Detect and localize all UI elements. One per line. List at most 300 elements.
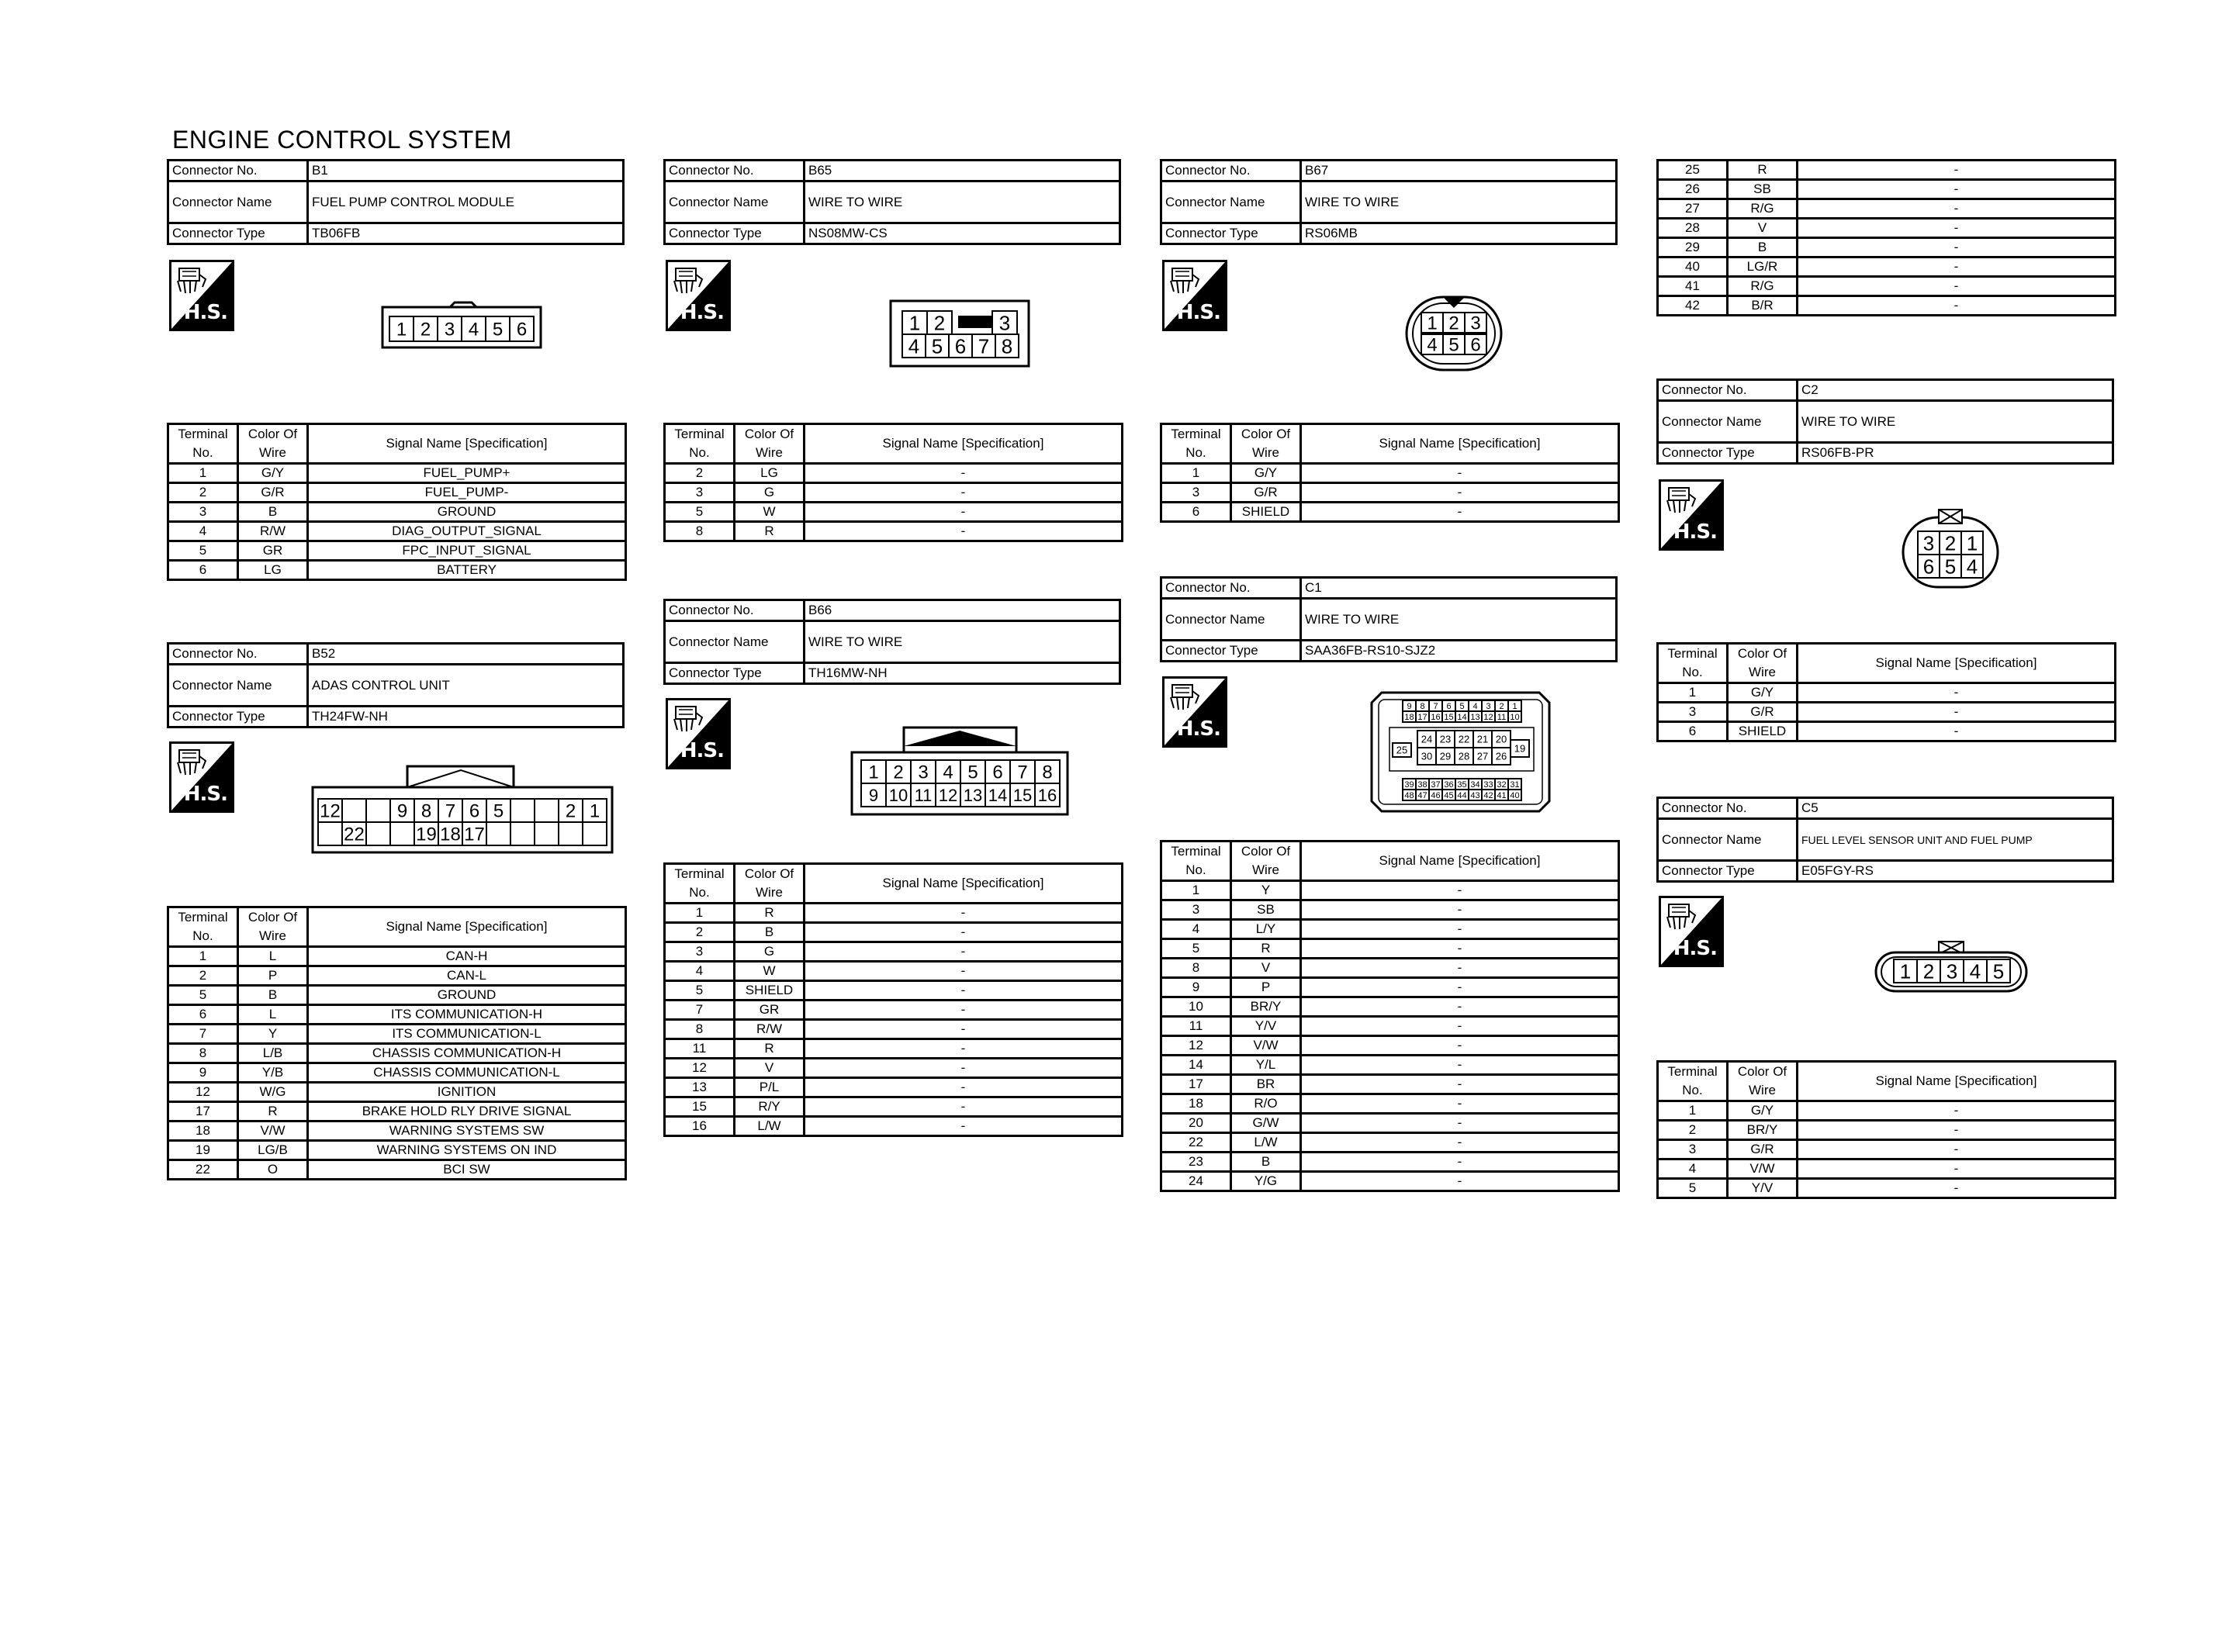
harness-side-icon bbox=[1162, 676, 1227, 748]
pin-number: 4 bbox=[1966, 555, 1978, 579]
table-row bbox=[665, 962, 1123, 981]
color-cell: W/G bbox=[238, 1083, 308, 1102]
connector-c1-diagram bbox=[1369, 690, 1552, 814]
table-row bbox=[168, 947, 626, 966]
signal-cell: WARNING SYSTEMS SW bbox=[308, 1121, 626, 1141]
col-color-label: Wire bbox=[259, 445, 286, 460]
hand-connector-icon bbox=[175, 747, 209, 778]
pin-number: 7 bbox=[445, 800, 456, 822]
hs-label: H.S. bbox=[680, 301, 724, 324]
color-cell: Y bbox=[238, 1025, 308, 1044]
col-signal-header: Signal Name [Specification] bbox=[308, 424, 626, 464]
terminal-cell: 3 bbox=[665, 483, 735, 503]
col-color-label: Color Of bbox=[1241, 844, 1291, 859]
signal-cell: IGNITION bbox=[308, 1083, 626, 1102]
color-cell: Y/V bbox=[1728, 1179, 1798, 1198]
pin-number: 3 bbox=[1946, 959, 1958, 983]
signal-cell: FPC_INPUT_SIGNAL bbox=[308, 541, 626, 561]
terminal-cell: 4 bbox=[1658, 1160, 1728, 1179]
harness-side-icon bbox=[169, 260, 234, 331]
col-color-header bbox=[735, 424, 805, 464]
color-cell: LG bbox=[735, 464, 805, 483]
terminal-cell: 22 bbox=[1161, 1133, 1231, 1153]
pin-number: 45 bbox=[1444, 790, 1454, 800]
color-cell: LG bbox=[238, 561, 308, 580]
pin-number: 8 bbox=[420, 800, 432, 822]
connector-name-value: WIRE TO WIRE bbox=[1301, 181, 1617, 223]
pin-number: 26 bbox=[1495, 750, 1507, 762]
signal-cell: - bbox=[1301, 920, 1619, 939]
signal-cell: - bbox=[1798, 277, 2116, 296]
hand-connector-icon bbox=[175, 265, 209, 296]
pin-number: 13 bbox=[963, 785, 983, 805]
terminal-cell: 1 bbox=[168, 464, 238, 483]
table-row bbox=[168, 1121, 626, 1141]
connector-header-b67 bbox=[1160, 159, 1618, 245]
color-cell: R bbox=[1231, 939, 1301, 959]
terminal-cell: 1 bbox=[168, 947, 238, 966]
col-signal-header: Signal Name [Specification] bbox=[1798, 644, 2116, 683]
col-signal-header: Signal Name [Specification] bbox=[805, 864, 1123, 904]
terminal-table-b52 bbox=[167, 906, 627, 1180]
connector-name-value: WIRE TO WIRE bbox=[1798, 401, 2113, 443]
color-cell: R bbox=[735, 522, 805, 541]
col-terminal-label: Terminal bbox=[674, 427, 725, 441]
connector-b67-diagram bbox=[1400, 291, 1509, 376]
signal-cell: - bbox=[1301, 1172, 1619, 1191]
pin-number: 6 bbox=[516, 319, 528, 340]
signal-cell: - bbox=[805, 522, 1123, 541]
color-cell: G bbox=[735, 483, 805, 503]
terminal-cell: 8 bbox=[1161, 959, 1231, 978]
signal-cell: - bbox=[1798, 296, 2116, 316]
connector-header-b66 bbox=[663, 599, 1121, 685]
connector-header-label: Connector Name bbox=[1161, 181, 1301, 223]
color-cell: R bbox=[735, 1039, 805, 1059]
color-cell: P/L bbox=[735, 1078, 805, 1097]
table-row bbox=[1161, 503, 1619, 522]
table-row bbox=[1161, 1153, 1619, 1172]
col-color-header bbox=[238, 424, 308, 464]
col-color-label: Color Of bbox=[744, 427, 794, 441]
col-color-header bbox=[1231, 424, 1301, 464]
pin-number: 27 bbox=[1476, 750, 1489, 762]
signal-cell: - bbox=[805, 1059, 1123, 1078]
signal-cell: CHASSIS COMMUNICATION-L bbox=[308, 1063, 626, 1083]
table-row bbox=[1658, 180, 2116, 199]
hs-label: H.S. bbox=[1673, 520, 1717, 544]
pin-number: 17 bbox=[1417, 712, 1427, 722]
col-terminal-header bbox=[1658, 644, 1728, 683]
color-cell: BR/Y bbox=[1231, 997, 1301, 1017]
col-signal-header: Signal Name [Specification] bbox=[1301, 842, 1619, 881]
col-terminal-header bbox=[665, 864, 735, 904]
color-cell: SHIELD bbox=[1728, 722, 1798, 741]
color-cell: R bbox=[735, 904, 805, 923]
table-header-row bbox=[1161, 424, 1619, 464]
pin-number: 3 bbox=[1470, 313, 1481, 334]
table-row bbox=[1161, 1094, 1619, 1114]
pin-number: 21 bbox=[1476, 733, 1489, 745]
col-terminal-header bbox=[1658, 1062, 1728, 1101]
terminal-cell: 12 bbox=[168, 1083, 238, 1102]
table-row bbox=[665, 1078, 1123, 1097]
table-header-row bbox=[168, 424, 626, 464]
col-terminal-label: Terminal bbox=[1667, 646, 1718, 661]
connector-header-b52 bbox=[167, 642, 625, 728]
table-row bbox=[1161, 1114, 1619, 1133]
table-row bbox=[665, 1039, 1123, 1059]
terminal-cell: 41 bbox=[1658, 277, 1728, 296]
color-cell: R/G bbox=[1728, 277, 1798, 296]
pin-number: 14 bbox=[1457, 712, 1467, 722]
pin-number: 29 bbox=[1439, 750, 1452, 762]
connector-header-label: Connector Name bbox=[665, 621, 805, 663]
terminal-cell: 9 bbox=[168, 1063, 238, 1083]
col-color-header bbox=[1728, 1062, 1798, 1101]
col-terminal-label: No. bbox=[192, 928, 213, 943]
hand-connector-icon bbox=[671, 703, 705, 734]
pin-number: 3 bbox=[918, 762, 929, 783]
pin-number: 6 bbox=[469, 800, 480, 822]
pin-number: 46 bbox=[1431, 790, 1441, 800]
pin-number: 8 bbox=[1420, 701, 1425, 711]
connector-header-label: Connector No. bbox=[665, 161, 805, 181]
connector-header-label: Connector Type bbox=[168, 223, 308, 244]
signal-cell: - bbox=[1798, 1140, 2116, 1160]
terminal-cell: 3 bbox=[1658, 1140, 1728, 1160]
signal-cell: - bbox=[1798, 161, 2116, 180]
terminal-cell: 1 bbox=[1161, 881, 1231, 900]
col-terminal-label: Terminal bbox=[178, 910, 228, 924]
table-row bbox=[665, 1001, 1123, 1020]
color-cell: BR/Y bbox=[1728, 1121, 1798, 1140]
hs-label: H.S. bbox=[183, 301, 227, 324]
table-row bbox=[1658, 161, 2116, 180]
table-row bbox=[665, 1097, 1123, 1117]
signal-cell: - bbox=[805, 942, 1123, 962]
terminal-cell: 19 bbox=[168, 1141, 238, 1160]
pin-number: 28 bbox=[1458, 750, 1470, 762]
table-row bbox=[1658, 277, 2116, 296]
pin-number: 10 bbox=[888, 785, 908, 805]
terminal-cell: 24 bbox=[1161, 1172, 1231, 1191]
terminal-cell: 2 bbox=[168, 966, 238, 986]
pin-number: 8 bbox=[1042, 762, 1053, 783]
pin-number: 2 bbox=[933, 311, 946, 335]
pin-number: 1 bbox=[868, 762, 879, 783]
color-cell: LG/B bbox=[238, 1141, 308, 1160]
connector-header-c2 bbox=[1656, 378, 2114, 465]
table-row bbox=[1161, 900, 1619, 920]
connector-header-b1 bbox=[167, 159, 625, 245]
color-cell: G/Y bbox=[238, 464, 308, 483]
table-row bbox=[665, 981, 1123, 1001]
terminal-cell: 5 bbox=[168, 541, 238, 561]
signal-cell: CAN-L bbox=[308, 966, 626, 986]
signal-cell: - bbox=[805, 981, 1123, 1001]
table-row bbox=[1658, 1179, 2116, 1198]
pin-number: 5 bbox=[492, 319, 504, 340]
color-cell: G/Y bbox=[1728, 1101, 1798, 1121]
pin-number: 12 bbox=[1483, 712, 1493, 722]
terminal-cell: 6 bbox=[1658, 722, 1728, 741]
pin-number: 31 bbox=[1510, 779, 1520, 790]
signal-cell: - bbox=[805, 1001, 1123, 1020]
connector-header-label: Connector Name bbox=[1161, 599, 1301, 641]
table-row bbox=[1658, 1140, 2116, 1160]
pin-number: 25 bbox=[1396, 744, 1408, 756]
signal-cell: - bbox=[805, 464, 1123, 483]
terminal-cell: 20 bbox=[1161, 1114, 1231, 1133]
table-row bbox=[665, 904, 1123, 923]
signal-cell: - bbox=[1301, 900, 1619, 920]
connector-name-value: FUEL LEVEL SENSOR UNIT AND FUEL PUMP bbox=[1798, 819, 2113, 861]
connector-header-label: Connector No. bbox=[665, 600, 805, 621]
color-cell: R/W bbox=[238, 522, 308, 541]
pin-number: 14 bbox=[988, 785, 1008, 805]
pin-number: 1 bbox=[1427, 313, 1438, 334]
pin-number: 5 bbox=[1459, 701, 1465, 711]
signal-cell: - bbox=[1798, 1160, 2116, 1179]
table-row bbox=[1658, 1101, 2116, 1121]
harness-side-icon bbox=[169, 741, 234, 813]
signal-cell: - bbox=[1301, 464, 1619, 483]
color-cell: R/O bbox=[1231, 1094, 1301, 1114]
table-row bbox=[1658, 1121, 2116, 1140]
col-terminal-label: Terminal bbox=[1171, 427, 1221, 441]
terminal-cell: 5 bbox=[665, 503, 735, 522]
pin-number: 9 bbox=[396, 800, 408, 822]
pin-number: 2 bbox=[1944, 531, 1957, 555]
signal-cell: - bbox=[805, 503, 1123, 522]
col-color-label: Wire bbox=[756, 445, 783, 460]
table-row bbox=[1161, 881, 1619, 900]
pin-number: 6 bbox=[1922, 555, 1935, 579]
pin-number: 1 bbox=[908, 311, 921, 335]
table-row bbox=[1161, 1036, 1619, 1056]
pin-number: 33 bbox=[1483, 779, 1493, 790]
table-row bbox=[665, 923, 1123, 942]
pin-number: 32 bbox=[1497, 779, 1507, 790]
terminal-cell: 3 bbox=[1161, 483, 1231, 503]
connector-header-label: Connector Name bbox=[665, 181, 805, 223]
signal-cell: - bbox=[805, 1020, 1123, 1039]
terminal-cell: 1 bbox=[1161, 464, 1231, 483]
table-row bbox=[1161, 1172, 1619, 1191]
pin-number: 6 bbox=[1446, 701, 1452, 711]
color-cell: B bbox=[1231, 1153, 1301, 1172]
table-row bbox=[665, 483, 1123, 503]
table-row bbox=[168, 986, 626, 1005]
pin-number: 4 bbox=[1427, 334, 1438, 356]
table-row bbox=[665, 1020, 1123, 1039]
color-cell: G/Y bbox=[1231, 464, 1301, 483]
table-row bbox=[1161, 1056, 1619, 1075]
terminal-cell: 4 bbox=[665, 962, 735, 981]
terminal-table-c1_cont bbox=[1656, 159, 2116, 316]
signal-cell: - bbox=[1301, 1133, 1619, 1153]
terminal-cell: 17 bbox=[168, 1102, 238, 1121]
table-row bbox=[1161, 920, 1619, 939]
color-cell: BR bbox=[1231, 1075, 1301, 1094]
table-row bbox=[1161, 1017, 1619, 1036]
pin-number: 9 bbox=[868, 785, 879, 805]
color-cell: SB bbox=[1231, 900, 1301, 920]
color-cell: O bbox=[238, 1160, 308, 1180]
terminal-cell: 6 bbox=[168, 561, 238, 580]
signal-cell: - bbox=[1301, 978, 1619, 997]
pin-number: 18 bbox=[440, 824, 461, 845]
pin-number: 41 bbox=[1497, 790, 1507, 800]
col-terminal-label: Terminal bbox=[1171, 844, 1221, 859]
connector-header-label: Connector Type bbox=[1658, 861, 1798, 882]
signal-cell: - bbox=[1798, 722, 2116, 741]
pin-number: 42 bbox=[1483, 790, 1493, 800]
pin-number: 10 bbox=[1510, 712, 1520, 722]
signal-cell: DIAG_OUTPUT_SIGNAL bbox=[308, 522, 626, 541]
table-header-row bbox=[665, 864, 1123, 904]
pin-number: 7 bbox=[1433, 701, 1438, 711]
terminal-cell: 12 bbox=[665, 1059, 735, 1078]
col-color-label: Wire bbox=[1749, 1083, 1776, 1097]
signal-cell: - bbox=[1798, 180, 2116, 199]
color-cell: B bbox=[238, 986, 308, 1005]
pin-number: 5 bbox=[1992, 959, 2005, 983]
connector-type-value: TH16MW-NH bbox=[805, 663, 1120, 684]
page-title: ENGINE CONTROL SYSTEM bbox=[172, 126, 512, 154]
terminal-cell: 3 bbox=[1658, 703, 1728, 722]
pin-number: 1 bbox=[589, 800, 600, 822]
hs-label: H.S. bbox=[183, 783, 227, 806]
pin-number: 38 bbox=[1417, 779, 1427, 790]
hs-label: H.S. bbox=[1176, 717, 1220, 741]
table-header-row bbox=[665, 424, 1123, 464]
terminal-cell: 1 bbox=[1658, 1101, 1728, 1121]
pin-number: 48 bbox=[1404, 790, 1414, 800]
col-color-label: Wire bbox=[756, 885, 783, 900]
signal-cell: ITS COMMUNICATION-H bbox=[308, 1005, 626, 1025]
color-cell: G/R bbox=[238, 483, 308, 503]
table-row bbox=[168, 1025, 626, 1044]
pin-number: 3 bbox=[1486, 701, 1491, 711]
col-terminal-header bbox=[665, 424, 735, 464]
connector-type-value: NS08MW-CS bbox=[805, 223, 1120, 244]
signal-cell: - bbox=[1798, 257, 2116, 277]
pin-number: 2 bbox=[1448, 313, 1459, 334]
connector-header-label: Connector Name bbox=[1658, 819, 1798, 861]
table-row bbox=[1658, 703, 2116, 722]
terminal-cell: 10 bbox=[1161, 997, 1231, 1017]
signal-cell: - bbox=[1301, 1094, 1619, 1114]
col-terminal-label: No. bbox=[1185, 445, 1206, 460]
connector-type-value: RS06MB bbox=[1301, 223, 1617, 244]
signal-cell: - bbox=[1798, 219, 2116, 238]
connector-type-value: E05FGY-RS bbox=[1798, 861, 2113, 882]
terminal-table-c5 bbox=[1656, 1060, 2116, 1199]
color-cell: W bbox=[735, 503, 805, 522]
harness-side-icon bbox=[666, 698, 731, 769]
table-row bbox=[168, 966, 626, 986]
terminal-cell: 5 bbox=[1161, 939, 1231, 959]
connector-no-value: B1 bbox=[308, 161, 624, 181]
harness-side-icon bbox=[666, 260, 731, 331]
pin-number: 12 bbox=[320, 800, 341, 822]
pin-number: 3 bbox=[998, 311, 1011, 335]
table-row bbox=[168, 464, 626, 483]
connector-type-value: TH24FW-NH bbox=[308, 707, 624, 728]
pin-number: 1 bbox=[396, 319, 407, 340]
pin-number: 4 bbox=[1472, 701, 1478, 711]
col-color-label: Wire bbox=[1252, 862, 1279, 877]
signal-cell: CHASSIS COMMUNICATION-H bbox=[308, 1044, 626, 1063]
col-terminal-header bbox=[1161, 842, 1231, 881]
color-cell: GR bbox=[238, 541, 308, 561]
table-row bbox=[1658, 722, 2116, 741]
connector-no-value: B66 bbox=[805, 600, 1120, 621]
color-cell: G/Y bbox=[1728, 683, 1798, 703]
pin-number: 30 bbox=[1421, 750, 1433, 762]
col-terminal-header bbox=[1161, 424, 1231, 464]
pin-number: 1 bbox=[1512, 701, 1517, 711]
terminal-table-b66 bbox=[663, 862, 1123, 1137]
pin-number: 5 bbox=[931, 334, 943, 358]
col-color-label: Color Of bbox=[744, 866, 794, 881]
color-cell: L/Y bbox=[1231, 920, 1301, 939]
terminal-cell: 13 bbox=[665, 1078, 735, 1097]
col-color-header bbox=[1728, 644, 1798, 683]
terminal-cell: 7 bbox=[665, 1001, 735, 1020]
harness-side-icon bbox=[1659, 896, 1724, 967]
color-cell: B/R bbox=[1728, 296, 1798, 316]
terminal-cell: 2 bbox=[168, 483, 238, 503]
table-row bbox=[168, 1044, 626, 1063]
pin-number: 36 bbox=[1444, 779, 1454, 790]
hand-connector-icon bbox=[1664, 901, 1698, 932]
connector-name-value: WIRE TO WIRE bbox=[805, 181, 1120, 223]
col-color-label: Color Of bbox=[247, 427, 298, 441]
hand-connector-icon bbox=[1664, 485, 1698, 516]
color-cell: R/W bbox=[735, 1020, 805, 1039]
pin-number: 8 bbox=[1001, 334, 1013, 358]
connector-header-c5 bbox=[1656, 797, 2114, 883]
signal-cell: - bbox=[805, 1097, 1123, 1117]
connector-no-value: B65 bbox=[805, 161, 1120, 181]
pin-number: 7 bbox=[978, 334, 990, 358]
col-color-header bbox=[238, 907, 308, 947]
terminal-cell: 18 bbox=[168, 1121, 238, 1141]
color-cell: L/B bbox=[238, 1044, 308, 1063]
signal-cell: - bbox=[1798, 199, 2116, 219]
color-cell: Y/B bbox=[238, 1063, 308, 1083]
terminal-cell: 5 bbox=[1658, 1179, 1728, 1198]
terminal-table-b65 bbox=[663, 423, 1123, 542]
color-cell: G bbox=[735, 942, 805, 962]
connector-header-label: Connector Name bbox=[168, 181, 308, 223]
terminal-cell: 5 bbox=[168, 986, 238, 1005]
connector-type-value: SAA36FB-RS10-SJZ2 bbox=[1301, 641, 1617, 662]
hand-connector-icon bbox=[671, 265, 705, 296]
signal-cell: - bbox=[805, 923, 1123, 942]
table-row bbox=[1161, 978, 1619, 997]
col-color-label: Wire bbox=[1252, 445, 1279, 460]
connector-b65-diagram bbox=[888, 299, 1032, 368]
harness-side-icon bbox=[1659, 479, 1724, 551]
signal-cell: - bbox=[1798, 238, 2116, 257]
table-row bbox=[168, 483, 626, 503]
connector-c2-diagram bbox=[1897, 508, 2005, 593]
signal-cell: - bbox=[1798, 1179, 2116, 1198]
